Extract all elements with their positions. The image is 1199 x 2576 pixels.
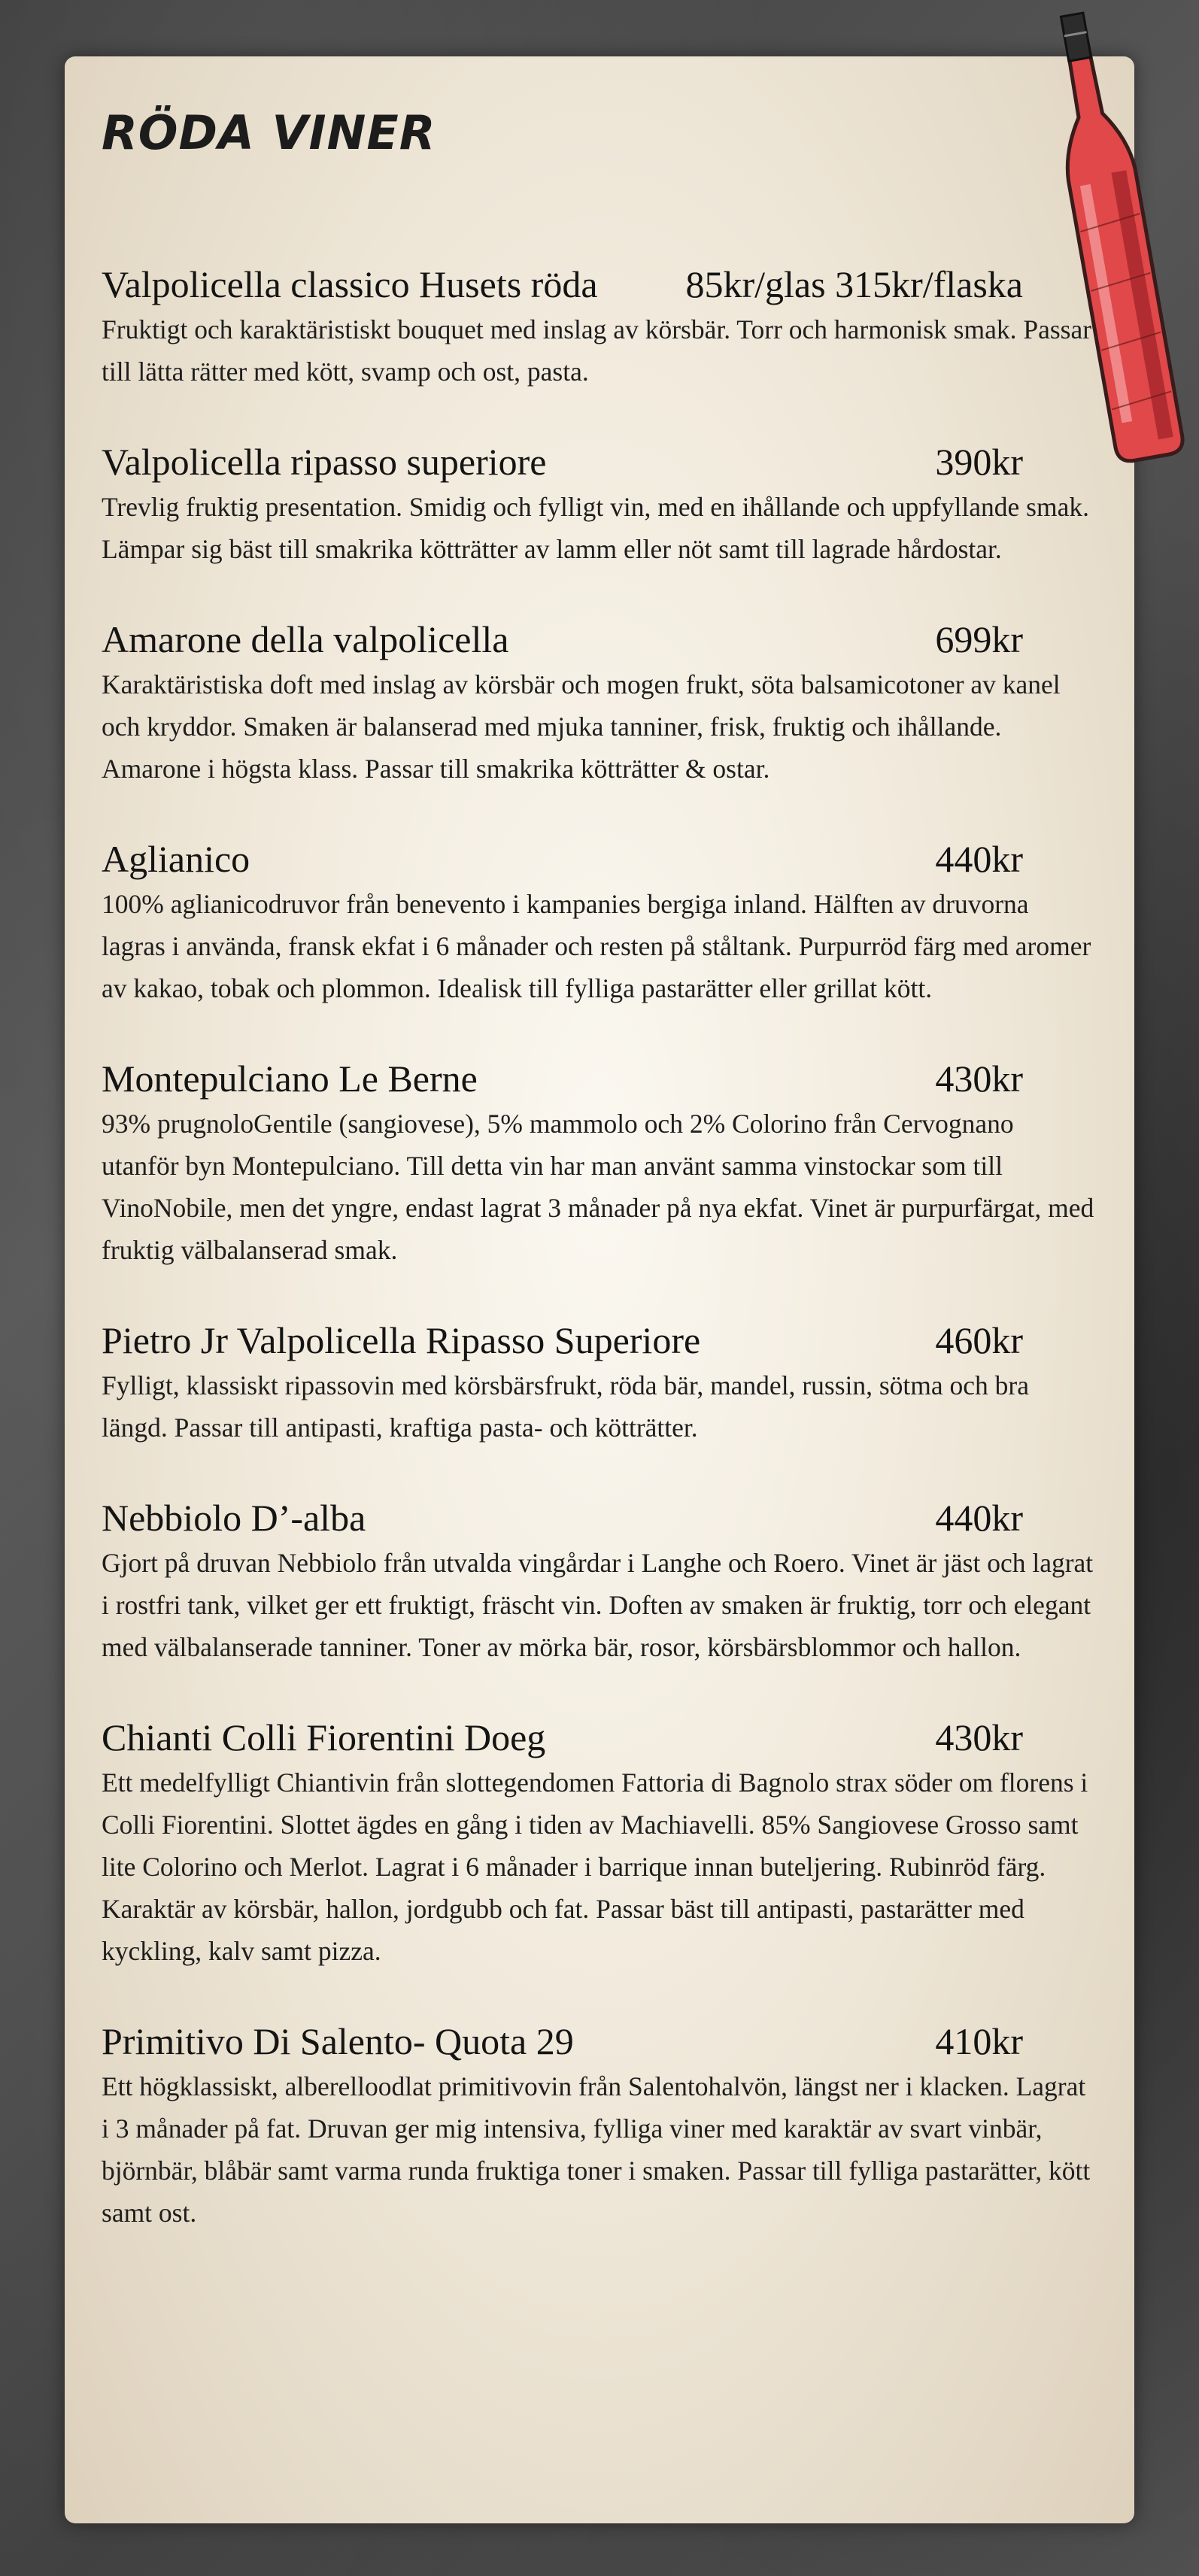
wine-description: 100% aglianicodruvor från benevento i kampanies bergiga inland. Hälften av druvorna lagras i använda, fransk ekfat i 6 månader och resten på ståltank. Purpurröd färg med aromer av kakao, tobak och plommon. Idealisk till fylliga pastarätter eller grillat kött.: [102, 889, 1091, 1003]
wine-item: [102, 617, 1094, 790]
wine-price: 699kr: [935, 618, 1023, 660]
wine-price: 440kr: [935, 838, 1023, 880]
wine-name: Nebbiolo D’-alba: [102, 1497, 366, 1539]
wine-item-header: [102, 439, 1023, 484]
wine-name: Amarone della valpolicella: [102, 618, 509, 660]
wine-item-header: [102, 836, 1023, 881]
wine-item-header: [102, 1495, 1023, 1540]
wine-price: 430kr: [935, 1716, 1023, 1758]
wine-name: Chianti Colli Fiorentini Doeg: [102, 1716, 546, 1758]
wine-item: [102, 2019, 1094, 2234]
wine-price: 430kr: [935, 1057, 1023, 1100]
wine-description: Fruktigt och karaktäristiskt bouquet med inslag av körsbär. Torr och harmonisk smak. Passar till lätta rätter med kött, svamp och ost, pasta.: [102, 314, 1092, 387]
wine-description: Gjort på druvan Nebbiolo från utvalda vingårdar i Langhe och Roero. Vinet är jäst och lagrat i rostfri tank, vilket ger ett fruktigt, fräscht vin. Doften av smaken är fruktig, torr och elegant med välbalanserade tanniner. Toner av mörka bär, rosor, körsbärsblommor och hallon.: [102, 1548, 1094, 1662]
wine-price: 460kr: [935, 1319, 1023, 1361]
wine-item-header: [102, 2019, 1023, 2064]
wine-description: Trevlig fruktig presentation. Smidig och fylligt vin, med en ihållande och uppfyllande smak. Lämpar sig bäst till smakrika kötträtter av lamm eller nöt samt till lagrade hårdostar.: [102, 492, 1089, 564]
wine-item-header: [102, 1715, 1023, 1760]
wine-description: Ett medelfylligt Chiantivin från slottegendomen Fattoria di Bagnolo strax söder om florens i Colli Fiorentini. Slottet ägdes en gång i tiden av Machiavelli. 85% Sangiovese Grosso samt lite Colorino och Merlot. Lagrat i 6 månader i barrique innan buteljering. Rubinröd färg. Karaktär av körsbär, hallon, jordgubb och fat. Passar bäst till antipasti, pastarätter med kyckling, kalv samt pizza.: [102, 1767, 1088, 1966]
wine-description: Ett högklassiskt, alberelloodlat primitivovin från Salentohalvön, längst ner i klacken. Lagrat i 3 månader på fat. Druvan ger mig intensiva, fylliga viner med karaktär av svart vinbär, björnbär, blåbär samt varma runda fruktiga toner i smaken. Passar till fylliga pastarätter, kött samt ost.: [102, 2071, 1091, 2228]
wine-price: 410kr: [935, 2020, 1023, 2062]
wine-price: 440kr: [935, 1497, 1023, 1539]
wine-item: [102, 1056, 1094, 1271]
wine-name: Valpolicella classico Husets röda: [102, 263, 598, 305]
wine-name: Aglianico: [102, 838, 250, 880]
wine-list: [102, 262, 1094, 2280]
wine-item: [102, 439, 1094, 570]
wine-description: 93% prugnoloGentile (sangiovese), 5% mammolo och 2% Colorino från Cervognano utanför byn Montepulciano. Till detta vin har man använt samma vinstockar som till VinoNobile, men det yngre, endast lagrat 3 månader på nya ekfat. Vinet är purpurfärgat, med fruktig välbalanserad smak.: [102, 1109, 1094, 1265]
wine-item-header: [102, 617, 1023, 662]
wine-item-header: [102, 1318, 1023, 1363]
wine-price: 390kr: [935, 441, 1023, 483]
wine-description: Fylligt, klassiskt ripassovin med körsbärsfrukt, röda bär, mandel, russin, sötma och bra längd. Passar till antipasti, kraftiga pasta- och kötträtter.: [102, 1370, 1030, 1443]
wine-item-header: [102, 262, 1023, 307]
wine-price: 85kr/glas 315kr/flaska: [685, 263, 1023, 305]
wine-item: [102, 1715, 1094, 1972]
wine-name: Pietro Jr Valpolicella Ripasso Superiore: [102, 1319, 701, 1361]
menu-title: RÖDA VINER: [102, 105, 436, 160]
wine-item: [102, 1495, 1094, 1668]
wine-item: [102, 1318, 1094, 1449]
wine-item-header: [102, 1056, 1023, 1101]
wine-description: Karaktäristiska doft med inslag av körsbär och mogen frukt, söta balsamicotoner av kanel och kryddor. Smaken är balanserad med mjuka tanniner, frisk, fruktig och ihållande. Amarone i högsta klass. Passar till smakrika kötträtter & ostar.: [102, 669, 1061, 784]
wine-item: [102, 262, 1094, 393]
wine-name: Valpolicella ripasso superiore: [102, 441, 547, 483]
wine-name: Primitivo Di Salento- Quota 29: [102, 2020, 574, 2062]
wine-name: Montepulciano Le Berne: [102, 1057, 478, 1100]
wine-item: [102, 836, 1094, 1009]
